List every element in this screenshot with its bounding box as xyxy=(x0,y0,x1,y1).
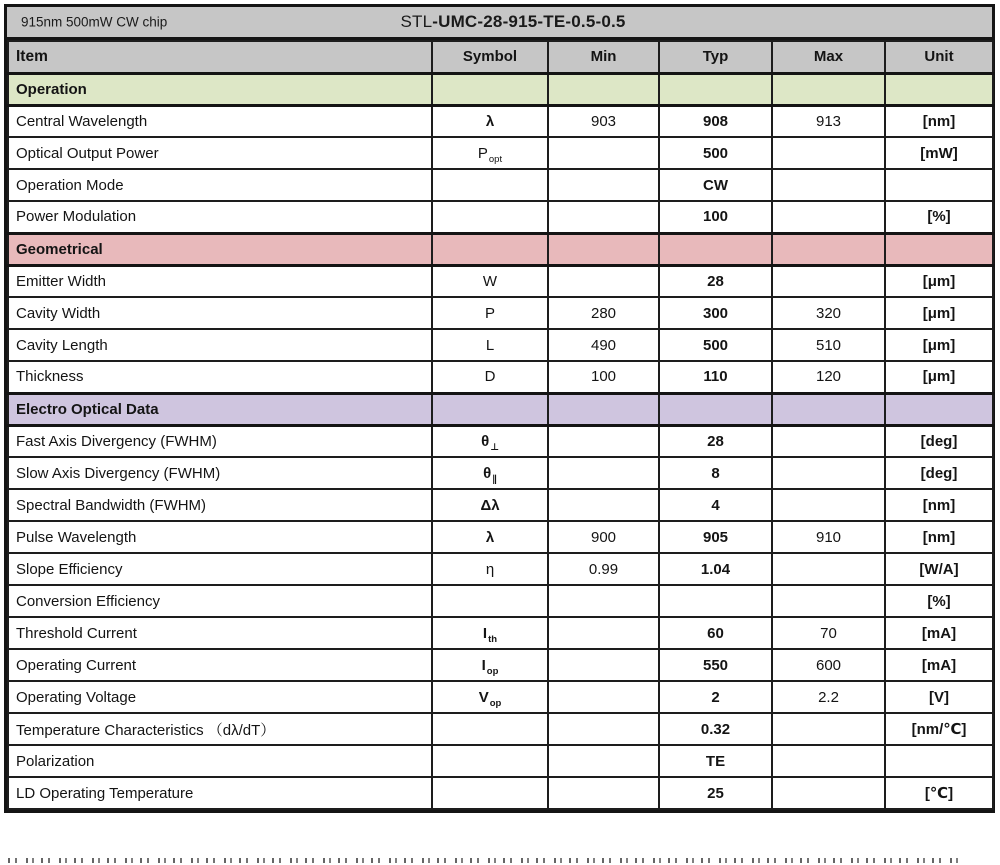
symbol-main: D xyxy=(484,368,496,386)
section-empty-cell xyxy=(432,73,548,105)
item-label: Threshold Current xyxy=(8,617,432,649)
item-label: Spectral Bandwidth (FWHM) xyxy=(8,489,432,521)
item-label: Temperature Characteristics （dλ/dT） xyxy=(8,713,432,745)
min-value: 280 xyxy=(548,297,659,329)
item-label: Slow Axis Divergency (FWHM) xyxy=(8,457,432,489)
model-number xyxy=(400,12,625,32)
unit-value: [nm] xyxy=(885,105,993,137)
symbol-main: Δλ xyxy=(480,496,500,514)
column-header-min: Min xyxy=(548,41,659,73)
unit-value: [nm] xyxy=(885,489,993,521)
column-header-symbol: Symbol xyxy=(432,41,548,73)
table-row xyxy=(8,521,993,553)
section-empty-cell xyxy=(548,393,659,425)
unit-value: [μm] xyxy=(885,329,993,361)
symbol-main: θ xyxy=(481,432,490,450)
symbol-value xyxy=(432,105,548,137)
item-label: Cavity Width xyxy=(8,297,432,329)
column-header-max: Max xyxy=(772,41,885,73)
symbol-value xyxy=(432,649,548,681)
typ-value: 905 xyxy=(659,521,772,553)
symbol-main: L xyxy=(485,336,495,354)
table-row xyxy=(8,681,993,713)
symbol-subscript: op xyxy=(489,697,502,709)
item-label: Operation Mode xyxy=(8,169,432,201)
section-empty-cell xyxy=(659,233,772,265)
max-value: 910 xyxy=(772,521,885,553)
unit-value: [deg] xyxy=(885,425,993,457)
symbol-value xyxy=(432,617,548,649)
table-row xyxy=(8,425,993,457)
typ-value: 28 xyxy=(659,265,772,297)
symbol-value xyxy=(432,425,548,457)
symbol-value xyxy=(432,553,548,585)
min-value: 490 xyxy=(548,329,659,361)
symbol-value xyxy=(432,457,548,489)
table-row xyxy=(8,489,993,521)
min-value xyxy=(548,617,659,649)
item-label: Cavity Length xyxy=(8,329,432,361)
section-empty-cell xyxy=(772,73,885,105)
symbol-subscript: opt xyxy=(488,153,503,165)
section-label: Electro Optical Data xyxy=(8,393,432,425)
section-empty-cell xyxy=(885,233,993,265)
min-value xyxy=(548,265,659,297)
min-value xyxy=(548,745,659,777)
item-label: Slope Efficiency xyxy=(8,553,432,585)
symbol-main: λ xyxy=(485,112,495,130)
unit-value: [μm] xyxy=(885,297,993,329)
table-row xyxy=(8,745,993,777)
unit-value: [℃] xyxy=(885,777,993,809)
symbol-main: θ xyxy=(483,464,492,482)
typ-value: 300 xyxy=(659,297,772,329)
table-row xyxy=(8,617,993,649)
symbol-value xyxy=(432,777,548,809)
max-value: 510 xyxy=(772,329,885,361)
table-row xyxy=(8,553,993,585)
max-value: 600 xyxy=(772,649,885,681)
symbol-value xyxy=(432,489,548,521)
max-value xyxy=(772,713,885,745)
max-value xyxy=(772,777,885,809)
table-row xyxy=(8,329,993,361)
symbol-main: I xyxy=(482,624,488,642)
table-row xyxy=(8,105,993,137)
symbol-value xyxy=(432,745,548,777)
symbol-value xyxy=(432,713,548,745)
typ-value: 908 xyxy=(659,105,772,137)
item-label: Conversion Efficiency xyxy=(8,585,432,617)
item-label: Operating Voltage xyxy=(8,681,432,713)
min-value: 900 xyxy=(548,521,659,553)
max-value xyxy=(772,553,885,585)
section-empty-cell xyxy=(548,233,659,265)
symbol-main: V xyxy=(478,688,489,706)
model-prefix: STL xyxy=(400,12,433,31)
section-empty-cell xyxy=(772,393,885,425)
table-row xyxy=(8,585,993,617)
min-value xyxy=(548,201,659,233)
max-value: 2.2 xyxy=(772,681,885,713)
max-value xyxy=(772,585,885,617)
unit-value: [V] xyxy=(885,681,993,713)
section-empty-cell xyxy=(432,393,548,425)
symbol-main: λ xyxy=(485,528,495,546)
item-label: Thickness xyxy=(8,361,432,393)
spec-table-body xyxy=(8,73,993,809)
unit-value: [mA] xyxy=(885,617,993,649)
max-value: 120 xyxy=(772,361,885,393)
typ-value: 550 xyxy=(659,649,772,681)
table-row xyxy=(8,457,993,489)
min-value xyxy=(548,169,659,201)
column-header-item: Item xyxy=(8,41,432,73)
typ-value: 4 xyxy=(659,489,772,521)
typ-value: 0.32 xyxy=(659,713,772,745)
typ-value: 8 xyxy=(659,457,772,489)
unit-value: [%] xyxy=(885,585,993,617)
spec-table xyxy=(7,40,994,810)
symbol-main: P xyxy=(484,304,495,322)
max-value xyxy=(772,169,885,201)
table-row xyxy=(8,361,993,393)
section-empty-cell xyxy=(885,393,993,425)
unit-value: [μm] xyxy=(885,361,993,393)
unit-value: [W/A] xyxy=(885,553,993,585)
column-header-unit: Unit xyxy=(885,41,993,73)
max-value xyxy=(772,201,885,233)
section-label: Operation xyxy=(8,73,432,105)
unit-value: [nm] xyxy=(885,521,993,553)
unit-value xyxy=(885,745,993,777)
max-value xyxy=(772,489,885,521)
symbol-value xyxy=(432,361,548,393)
typ-value xyxy=(659,585,772,617)
item-label: Pulse Wavelength xyxy=(8,521,432,553)
typ-value: 28 xyxy=(659,425,772,457)
symbol-value xyxy=(432,585,548,617)
symbol-value xyxy=(432,297,548,329)
symbol-value xyxy=(432,329,548,361)
section-header-row xyxy=(8,393,993,425)
symbol-main: η xyxy=(485,560,495,578)
table-row xyxy=(8,265,993,297)
symbol-subscript: ⊥ xyxy=(490,441,499,453)
item-label: Emitter Width xyxy=(8,265,432,297)
table-row xyxy=(8,713,993,745)
symbol-subscript: th xyxy=(488,633,498,645)
table-row xyxy=(8,169,993,201)
section-empty-cell xyxy=(432,233,548,265)
section-header-row xyxy=(8,73,993,105)
typ-value: 110 xyxy=(659,361,772,393)
table-title-bar xyxy=(7,7,992,40)
model-suffix: -UMC-28-915-TE-0.5-0.5 xyxy=(432,12,626,31)
symbol-subscript: ∥ xyxy=(492,473,497,485)
min-value xyxy=(548,457,659,489)
item-label: Optical Output Power xyxy=(8,137,432,169)
min-value: 903 xyxy=(548,105,659,137)
typ-value: 500 xyxy=(659,329,772,361)
item-label: Power Modulation xyxy=(8,201,432,233)
max-value xyxy=(772,745,885,777)
max-value: 70 xyxy=(772,617,885,649)
unit-value: [%] xyxy=(885,201,993,233)
item-label: Operating Current xyxy=(8,649,432,681)
table-row xyxy=(8,137,993,169)
section-empty-cell xyxy=(885,73,993,105)
section-empty-cell xyxy=(659,73,772,105)
typ-value: 1.04 xyxy=(659,553,772,585)
section-empty-cell xyxy=(548,73,659,105)
min-value xyxy=(548,585,659,617)
min-value: 0.99 xyxy=(548,553,659,585)
symbol-main: W xyxy=(482,272,498,290)
min-value xyxy=(548,681,659,713)
min-value xyxy=(548,137,659,169)
item-label: Polarization xyxy=(8,745,432,777)
typ-value: 2 xyxy=(659,681,772,713)
symbol-main: I xyxy=(481,656,486,674)
unit-value: [deg] xyxy=(885,457,993,489)
min-value xyxy=(548,713,659,745)
section-empty-cell xyxy=(772,233,885,265)
symbol-main: P xyxy=(477,144,488,162)
max-value: 320 xyxy=(772,297,885,329)
max-value: 913 xyxy=(772,105,885,137)
unit-value: [mW] xyxy=(885,137,993,169)
unit-value xyxy=(885,169,993,201)
typ-value: 25 xyxy=(659,777,772,809)
column-header-row xyxy=(8,41,993,73)
item-label: Fast Axis Divergency (FWHM) xyxy=(8,425,432,457)
chip-description-label: 915nm 500mW CW chip xyxy=(21,14,168,30)
symbol-value xyxy=(432,265,548,297)
typ-value: CW xyxy=(659,169,772,201)
unit-value: [μm] xyxy=(885,265,993,297)
typ-value: 60 xyxy=(659,617,772,649)
symbol-subscript: op xyxy=(486,665,499,677)
cropped-footnote-text xyxy=(8,858,963,863)
symbol-value xyxy=(432,169,548,201)
max-value xyxy=(772,457,885,489)
section-header-row xyxy=(8,233,993,265)
table-row xyxy=(8,297,993,329)
unit-value: [nm/℃] xyxy=(885,713,993,745)
typ-value: 500 xyxy=(659,137,772,169)
section-empty-cell xyxy=(659,393,772,425)
symbol-value xyxy=(432,137,548,169)
table-row xyxy=(8,649,993,681)
item-label: Central Wavelength xyxy=(8,105,432,137)
max-value xyxy=(772,265,885,297)
min-value: 100 xyxy=(548,361,659,393)
min-value xyxy=(548,425,659,457)
symbol-value xyxy=(432,681,548,713)
unit-value: [mA] xyxy=(885,649,993,681)
symbol-value xyxy=(432,201,548,233)
item-label: LD Operating Temperature xyxy=(8,777,432,809)
section-label: Geometrical xyxy=(8,233,432,265)
table-row xyxy=(8,777,993,809)
table-row xyxy=(8,201,993,233)
min-value xyxy=(548,649,659,681)
typ-value: TE xyxy=(659,745,772,777)
min-value xyxy=(548,489,659,521)
max-value xyxy=(772,137,885,169)
symbol-value xyxy=(432,521,548,553)
min-value xyxy=(548,777,659,809)
column-header-typ: Typ xyxy=(659,41,772,73)
typ-value: 100 xyxy=(659,201,772,233)
spec-table-frame xyxy=(4,4,995,813)
max-value xyxy=(772,425,885,457)
